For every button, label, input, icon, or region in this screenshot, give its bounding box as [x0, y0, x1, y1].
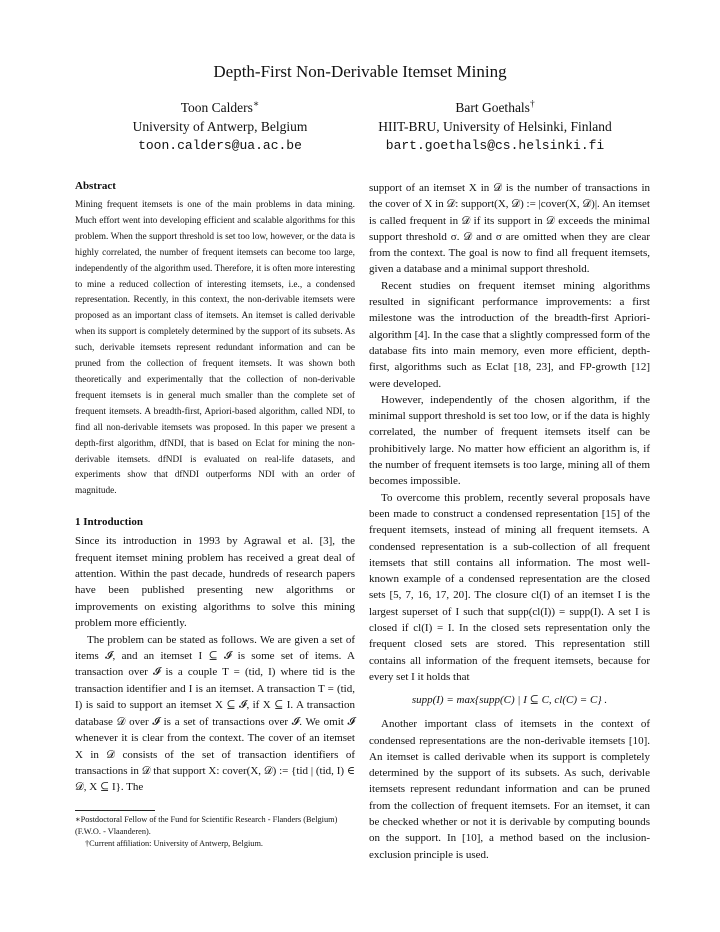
- paragraph: However, independently of the chosen algorithm, if the minimal support threshold is set too low, or if the data is highly correlated, the number of frequent itemsets itself can be prohibitively large. No matter how efficient an algorithm is, if the number of frequent itemsets is too large, mining all of them becomes impossible.: [369, 393, 650, 488]
- abstract: [75, 180, 355, 500]
- abstract-heading: Abstract: [75, 180, 116, 192]
- author-footnote-mark: †: [529, 99, 535, 110]
- footnote-rule: [75, 810, 155, 811]
- left-column: [75, 180, 355, 850]
- author-affiliation: HIIT-BRU, University of Helsinki, Finland: [378, 119, 612, 134]
- footnote: ∗Postdoctoral Fellow of the Fund for Scientific Research - Flanders (Belgium)(F.W.O. - Vlaanderen).: [75, 814, 338, 836]
- paper-title: Depth-First Non-Derivable Itemset Mining: [213, 62, 507, 81]
- author-affiliation: University of Antwerp, Belgium: [132, 119, 308, 134]
- equation: supp(I) = max{supp(C) | I ⊆ C, cl(C) = C} .: [411, 694, 608, 707]
- paragraph: The problem can be stated as follows. We are given a set of items 𝓘, and an itemset I ⊆ 𝓘 is some set of items. A transaction over 𝓘 is a couple T = (tid, I) where tid is the transaction identifier and I is an itemset. A transaction T = (tid, I) is said to support an itemset X ⊆ 𝓘, if X ⊆ I. A transaction database 𝒟 over 𝓘 is a set of transactions over 𝓘. We omit 𝓘 whenever it is clear from the context. The cover of an itemset X in 𝒟 consists of the set of transaction identifiers of transactions in 𝒟 that support X: cover(X, 𝒟) := {tid | (tid, I) ∈ 𝒟, X ⊆ I}. The: [75, 633, 355, 794]
- paragraph: support of an itemset X in 𝒟 is the number of transactions in the cover of X in 𝒟: support(X, 𝒟) := |cover(X, 𝒟)|. An itemset is called frequent in 𝒟 if its support in 𝒟 exceeds the minimal support threshold σ. 𝒟 and σ are omitted when they are clear from the context. The goal is now to find all frequent itemsets, given a database and a minimal support threshold.: [369, 182, 650, 276]
- abstract-text: Mining frequent itemsets is one of the main problems in data mining. Much effort went into developing efficient and scalable algorithms for this problem. When the support threshold is set too low, however, or the data is highly correlated, the number of frequent itemsets can become too large, independently of the algorithm used. Therefore, it is often more interesting to mine a reduced collection of interesting itemsets, i.e., a condensed representation. Recently, in this context, the non-derivable itemsets were proposed as an important class of itemsets. An itemset is called derivable when its support is completely determined by the support of its subsets. As such, derivable itemsets represent redundant information and can be pruned from the collection of frequent itemsets. It was shown both theoretically and experimentally that the collection of non-derivable frequent itemsets is in general much smaller than the complete set of frequent itemsets. A breadth-first, Apriori-based algorithm, called NDI, to find all non-derivable itemsets was proposed. In this paper we present a depth-first algorithm, dfNDI, that is based on Eclat for mining the non-derivable itemsets. dfNDI is evaluated on real-life datasets, and experiments show that dfNDI outperforms NDI with an order of magnitude.: [75, 200, 355, 497]
- author-footnote-mark: ∗: [252, 99, 260, 110]
- right-column: [369, 180, 650, 863]
- section-heading: 1 Introduction: [75, 516, 143, 529]
- author-block-1: [75, 98, 365, 155]
- paragraph: Another important class of itemsets in the context of condensed representations are the non-derivable itemsets [10]. An itemset is called derivable when its support is completely determined by the support of its subsets. As such, derivable itemsets represent redundant information and can be pruned from the collection of frequent itemsets. For an itemset, it can be checked whether or not it is derivable by computing bounds on the support. In [10], a method based on the inclusion-exclusion principle is used.: [369, 718, 650, 861]
- author-name: Bart Goethals: [455, 100, 530, 115]
- author-email[interactable]: toon.calders@ua.ac.be: [138, 138, 302, 153]
- author-email[interactable]: bart.goethals@cs.helsinki.fi: [385, 138, 605, 153]
- footnote: †Current affiliation: University of Antwerp, Belgium.: [85, 838, 263, 848]
- paragraph: Since its introduction in 1993 by Agrawal et al. [3], the frequent itemset mining problem has received a great deal of attention. Within the past decade, hundreds of research papers have been published presenting new algorithms or improvements on existing algorithms to solve this mining problem more efficiently.: [75, 535, 355, 630]
- introduction-section: [75, 516, 355, 796]
- paragraph: To overcome this problem, recently several proposals have been made to construct a condensed representation [15] of the frequent itemsets, instead of mining all frequent itemsets. A condensed representation is a sub-collection of all frequent itemsets that still contains all information. The most well-known example of a condensed representation are the closed sets [5, 7, 16, 17, 20]. The closure cl(I) of an itemset I is the largest superset of I such that supp(cl(I)) = supp(I). A set I is closed if cl(I) = I. In the closed sets representation only the frequent closed sets are stored. This representation still contains all information of the frequent itemsets, because for every set I it holds that: [369, 491, 650, 683]
- author-name: Toon Calders: [180, 100, 253, 115]
- author-block-2: [330, 98, 660, 155]
- paragraph: Recent studies on frequent itemset mining algorithms resulted in significant performance improvements: a first milestone was the introduction of the breadth-first Apriori-algorithm [4]. In the case that a slightly compressed form of the database fits into main memory, even more efficient, depth-first, algorithms such as Eclat [18, 23], and FP-growth [12] were developed.: [369, 279, 650, 390]
